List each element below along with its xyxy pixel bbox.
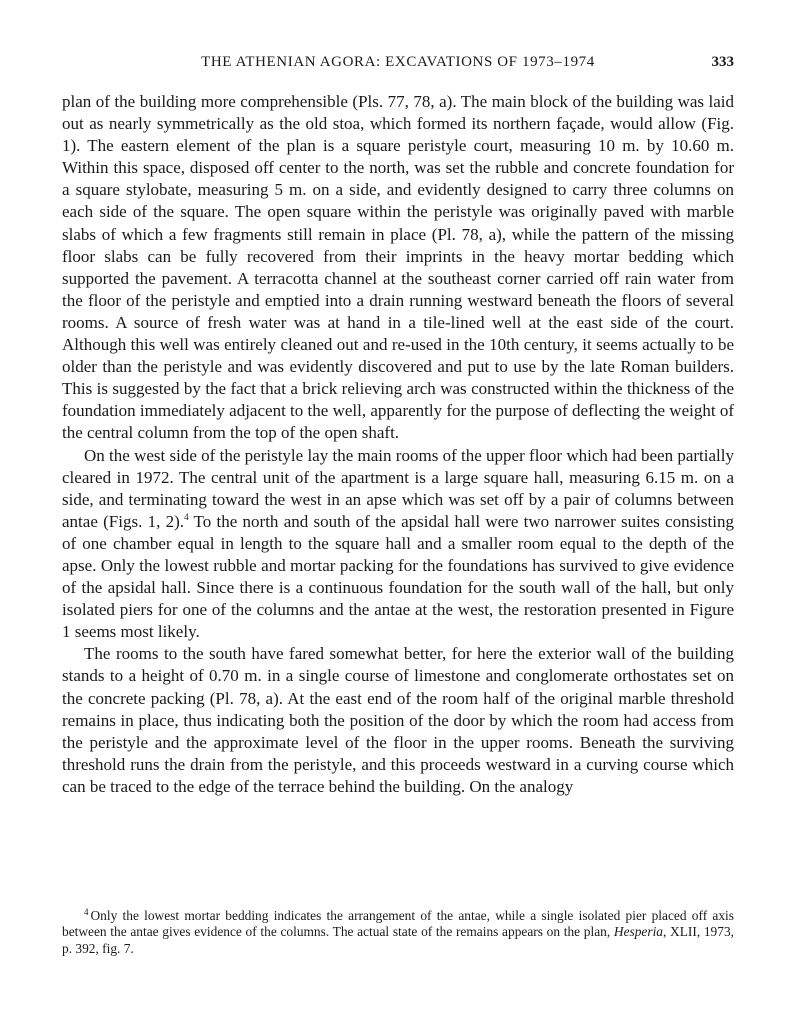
paragraph-2-text-b: To the north and south of the apsidal hall were two narrower suites consisting of one chamber equal in length to the square hall and a smaller room equal to the depth of the apse. Only the lowest rubble and mortar packing for the foundations has survived to give evidence of the apsidal hall. Since there is a continuous foundation for the south wall of the hall, but only isolated piers for one of the columns and the antae at the west, the restoration presented in Figure 1 seems most likely. (62, 511, 734, 642)
footnote-journal: Hesperia (613, 924, 663, 940)
running-title: THE ATHENIAN AGORA: EXCAVATIONS OF 1973–1974 (201, 54, 595, 70)
footnote-text-a: Only the lowest mortar bedding indicates the arrangement of the antae, while a single isolated pier placed off axis between the antae gives evidence of the columns. The actual state of the remains appears on the plan, (62, 908, 734, 940)
footnote-reference[interactable]: 4 (184, 511, 189, 522)
footnote-number: 4 (84, 907, 89, 917)
footnotes (62, 908, 734, 957)
paragraph-1: plan of the building more comprehensible (Pls. 77, 78, a). The main block of the building was laid out as nearly symmetrically as the old stoa, which formed its northern façade, would allow (Fig. 1). The eastern element of the plan is a square peristyle court, measuring 10 m. by 10.60 m. Within this space, disposed off center to the north, was set the rubble and concrete foundation for a square stylobate, measuring 5 m. on a side, and evidently designed to carry three columns on each side of the square. The open square within the peristyle was originally paved with marble slabs of which a few fragments still remain in place (Pl. 78, a), while the pattern of the missing floor slabs can be fully recovered from their imprints in the heavy mortar bedding which supported the pavement. A terracotta channel at the southeast corner carried off rain water from the floor of the peristyle and emptied into a drain running westward beneath the floors of several rooms. A source of fresh water was at hand in a tile-lined well at the east side of the court. Although this well was entirely cleaned out and re-used in the 10th century, it seems actually to be older than the peristyle and was evidently discovered and put to use by the late Roman builders. This is suggested by the fact that a brick relieving arch was constructed within the thickness of the foundation immediately adjacent to the well, apparently for the purpose of deflecting the weight of the central column from the top of the open shaft. (62, 92, 734, 443)
paragraph-2 (62, 445, 734, 644)
footnote-text-b: , XLII, 1973, p. 392, fig. 7. (62, 924, 734, 956)
page-number: 333 (711, 54, 734, 70)
paragraph-2-text-a: On the west side of the peristyle lay the main rooms of the upper floor which had been partially cleared in 1972. The central unit of the apartment is a large square hall, measuring 6.15 m. on a side, and terminating toward the west in an apse which was set off by a pair of columns between antae (Figs. 1, 2). (62, 445, 734, 531)
paragraph-3: The rooms to the south have fared somewhat better, for here the exterior wall of the building stands to a height of 0.70 m. in a single course of limestone and conglomerate orthostates set on the concrete packing (Pl. 78, a). At the east end of the room half of the original marble threshold remains in place, thus indicating both the position of the door by which the room had access from the peristyle and the approximate level of the floor in the upper rooms. Beneath the surviving threshold runs the drain from the peristyle, and this proceeds westward in a curving course which can be traced to the edge of the terrace behind the building. On the analogy (62, 644, 734, 796)
page-header (62, 54, 734, 76)
footnote-4 (62, 908, 734, 957)
body-text (62, 91, 734, 798)
